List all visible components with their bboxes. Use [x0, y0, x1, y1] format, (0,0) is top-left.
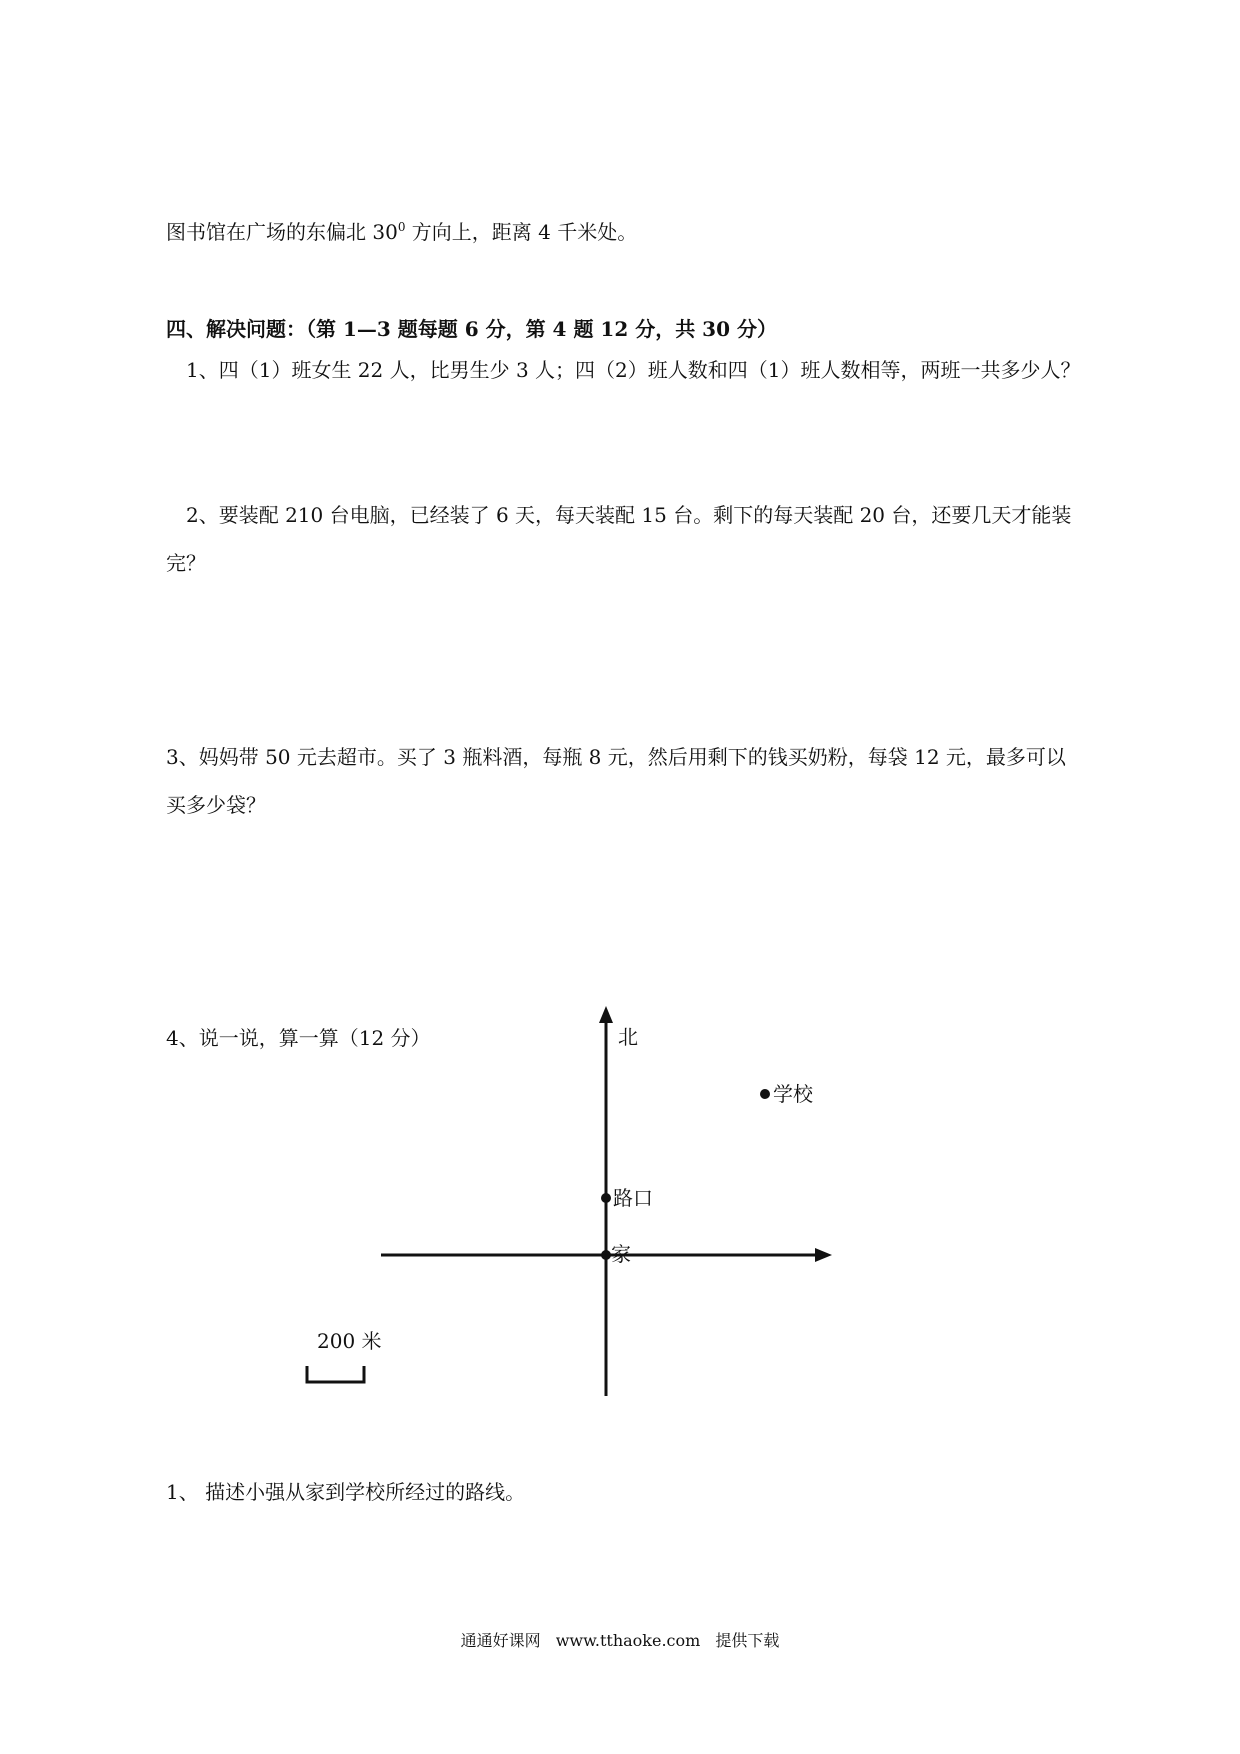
problem-3-line-2: 买多少袋？: [166, 793, 266, 817]
footer-site-name: 通通好课网: [460, 1631, 541, 1650]
problem-3-line-1: 3、妈妈带 50 元去超市。买了 3 瓶料酒，每瓶 8 元，然后用剩下的钱买奶粉，每袋 12 元，最多可以: [166, 745, 1066, 769]
problem-1: 1、四（1）班女生 22 人，比男生少 3 人；四（2）班人数和四（1）班人数相等，两班一共多少人？: [186, 358, 1081, 382]
crossing-point: [601, 1193, 611, 1203]
home-point: [601, 1250, 611, 1260]
problem-4-title: 4、说一说，算一算（12 分）: [166, 1026, 431, 1050]
north-label: 北: [618, 1025, 638, 1049]
problem-2-line-1: 2、要装配 210 台电脑，已经装了 6 天，每天装配 15 台。剩下的每天装配 20 台，还要几天才能装: [186, 503, 1072, 527]
east-arrow-icon: [815, 1248, 832, 1262]
continued-answer: [166, 222, 637, 242]
answer-text-before: 图书馆在广场的东偏北 30: [166, 220, 398, 244]
page-footer: [0, 1628, 1240, 1651]
footer-url[interactable]: www.tthaoke.com: [555, 1631, 701, 1650]
school-point: [760, 1089, 770, 1099]
home-label: 家: [611, 1242, 631, 1266]
section-four-heading: 四、解决问题：（第 1—3 题每题 6 分，第 4 题 12 分，共 30 分）: [166, 317, 777, 341]
crossing-label: 路口: [613, 1186, 653, 1210]
scale-label: 200 米: [317, 1329, 382, 1353]
north-arrow-icon: [599, 1006, 613, 1023]
scale-bar: [307, 1366, 364, 1382]
problem-2-line-2: 完？: [166, 551, 206, 575]
school-label: 学校: [773, 1082, 813, 1106]
sub-question-1: 1、 描述小强从家到学校所经过的路线。: [166, 1480, 526, 1504]
degree-superscript: 0: [397, 220, 406, 234]
footer-suffix: 提供下载: [715, 1631, 780, 1650]
answer-text-after: 方向上，距离 4 千米处。: [405, 220, 638, 244]
